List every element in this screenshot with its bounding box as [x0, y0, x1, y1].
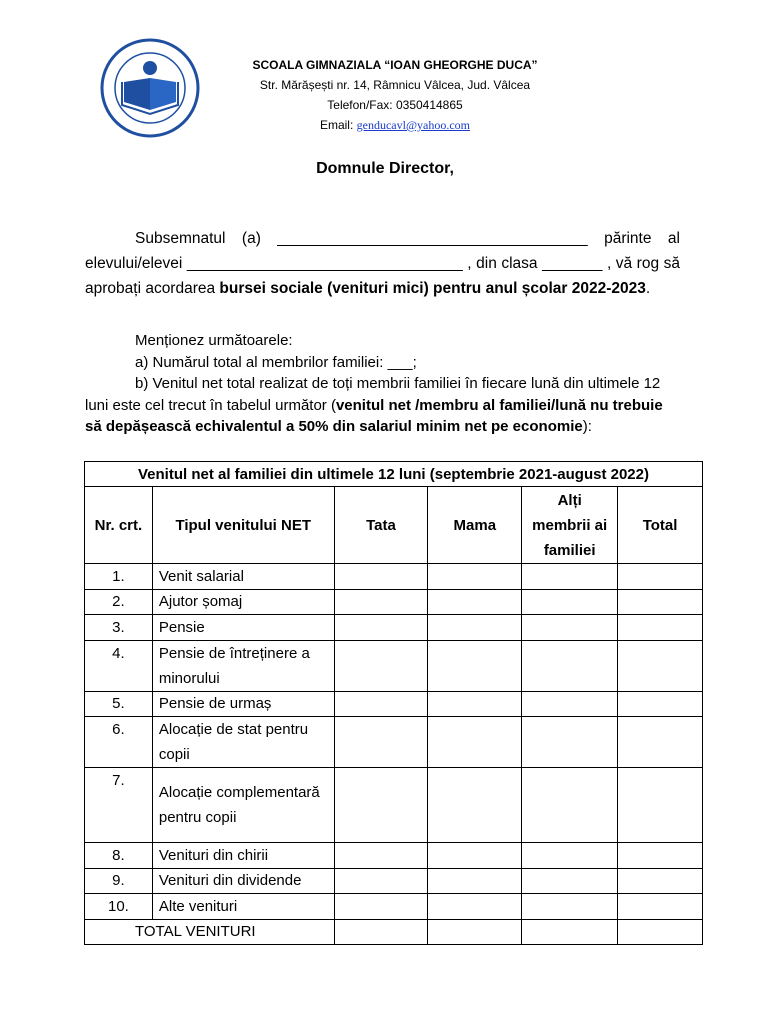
request-bold-text: bursei sociale (venituri mici) pentru anul școlar 2022-2023	[219, 280, 646, 297]
email-link[interactable]: genducavl@yahoo.com	[356, 118, 471, 132]
cell-total[interactable]	[618, 843, 703, 869]
row-income-type: Venituri din dividende	[152, 868, 334, 894]
row-income-type: Alocație de stat pentru copii	[152, 717, 334, 768]
total-father[interactable]	[334, 919, 428, 944]
header-other-members: Alți membrii ai familiei	[522, 487, 618, 564]
row-number: 6.	[85, 717, 153, 768]
cell-other[interactable]	[522, 589, 618, 615]
cell-total[interactable]	[618, 894, 703, 920]
table-row	[85, 589, 703, 615]
row-income-type: Pensie de întreținere a minorului	[152, 640, 334, 691]
cell-mother[interactable]	[428, 564, 522, 590]
cell-mother[interactable]	[428, 868, 522, 894]
cell-other[interactable]	[522, 894, 618, 920]
row-number: 10.	[85, 894, 153, 920]
row-income-type: Venituri din chirii	[152, 843, 334, 869]
header-type: Tipul venitului NET	[152, 487, 334, 564]
row-income-type: Pensie	[152, 615, 334, 641]
header-father: Tata	[334, 487, 428, 564]
table-row	[85, 717, 703, 768]
cell-other[interactable]	[522, 564, 618, 590]
row-number: 1.	[85, 564, 153, 590]
cell-mother[interactable]	[428, 717, 522, 768]
cell-father[interactable]	[334, 868, 428, 894]
school-logo	[100, 38, 200, 138]
table-row	[85, 868, 703, 894]
header-mother: Mama	[428, 487, 522, 564]
cell-total[interactable]	[618, 691, 703, 717]
school-address: Str. Mărășești nr. 14, Râmnicu Vâlcea, Jud. Vâlcea	[259, 78, 531, 92]
cell-other[interactable]	[522, 717, 618, 768]
total-other[interactable]	[522, 919, 618, 944]
row-number: 4.	[85, 640, 153, 691]
header-total: Total	[618, 487, 703, 564]
cell-mother[interactable]	[428, 615, 522, 641]
cell-total[interactable]	[618, 717, 703, 768]
cell-total[interactable]	[618, 564, 703, 590]
total-overall[interactable]	[618, 919, 703, 944]
cell-mother[interactable]	[428, 640, 522, 691]
document-header	[0, 0, 770, 140]
cell-mother[interactable]	[428, 691, 522, 717]
row-income-type: Pensie de urmaș	[152, 691, 334, 717]
school-info	[250, 55, 540, 135]
cell-total[interactable]	[618, 868, 703, 894]
letter-salutation: Domnule Director,	[316, 160, 454, 177]
details-paragraph	[85, 330, 680, 438]
table-row	[85, 615, 703, 641]
cell-father[interactable]	[334, 843, 428, 869]
cell-father[interactable]	[334, 768, 428, 843]
cell-total[interactable]	[618, 640, 703, 691]
cell-mother[interactable]	[428, 768, 522, 843]
cell-other[interactable]	[522, 615, 618, 641]
cell-mother[interactable]	[428, 894, 522, 920]
table-row	[85, 640, 703, 691]
row-number: 2.	[85, 589, 153, 615]
table-row	[85, 691, 703, 717]
school-name: SCOALA GIMNAZIALA “IOAN GHEORGHE DUCA”	[252, 58, 538, 72]
total-label: TOTAL VENITURI	[85, 919, 335, 944]
cell-other[interactable]	[522, 868, 618, 894]
cell-father[interactable]	[334, 894, 428, 920]
income-text: b) Venitul net total realizat de toți membrii familiei în fiecare lună din ultimele 12 luni este cel trecut în tabelul următor (	[85, 375, 661, 414]
cell-total[interactable]	[618, 615, 703, 641]
cell-father[interactable]	[334, 717, 428, 768]
cell-mother[interactable]	[428, 843, 522, 869]
row-income-type: Alte venituri	[152, 894, 334, 920]
table-row	[85, 894, 703, 920]
income-table	[84, 461, 703, 945]
family-members-line: a) Numărul total al membrilor familiei: ___;	[135, 353, 417, 371]
cell-father[interactable]	[334, 589, 428, 615]
row-income-type: Ajutor șomaj	[152, 589, 334, 615]
row-number: 3.	[85, 615, 153, 641]
row-income-type: Venit salarial	[152, 564, 334, 590]
cell-father[interactable]	[334, 691, 428, 717]
table-header-row	[85, 487, 703, 564]
table-row	[85, 564, 703, 590]
income-bold-text: venitul net /membru al familiei/lună nu trebuie să depășească echivalentul a 50% din salariul minim net pe economie	[85, 396, 663, 435]
cell-father[interactable]	[334, 615, 428, 641]
total-mother[interactable]	[428, 919, 522, 944]
header-nr: Nr. crt.	[85, 487, 153, 564]
table-row	[85, 768, 703, 843]
row-number: 9.	[85, 868, 153, 894]
cell-father[interactable]	[334, 564, 428, 590]
row-income-type: Alocație complementară pentru copii	[152, 768, 334, 843]
school-phone: Telefon/Fax: 0350414865	[327, 98, 463, 112]
row-number: 5.	[85, 691, 153, 717]
cell-total[interactable]	[618, 589, 703, 615]
cell-other[interactable]	[522, 640, 618, 691]
table-row	[85, 843, 703, 869]
cell-other[interactable]	[522, 843, 618, 869]
cell-father[interactable]	[334, 640, 428, 691]
total-row	[85, 919, 703, 944]
request-end: .	[645, 280, 651, 297]
school-email	[250, 115, 540, 135]
details-intro: Menționez următoarele:	[135, 332, 293, 349]
cell-mother[interactable]	[428, 589, 522, 615]
table-caption: Venitul net al familiei din ultimele 12 luni (septembrie 2021-august 2022)	[85, 462, 703, 487]
request-text: Subsemnatul (a) ____________________________________ părinte al elevului/elevei ________________________________ , din clasa _______ , vă rog să aprobați acordarea	[85, 230, 680, 297]
cell-total[interactable]	[618, 768, 703, 843]
email-label: Email:	[319, 118, 357, 132]
cell-other[interactable]	[522, 691, 618, 717]
cell-other[interactable]	[522, 768, 618, 843]
row-number: 7.	[85, 768, 153, 843]
income-end: ):	[582, 418, 592, 435]
row-number: 8.	[85, 843, 153, 869]
request-paragraph	[85, 226, 680, 301]
